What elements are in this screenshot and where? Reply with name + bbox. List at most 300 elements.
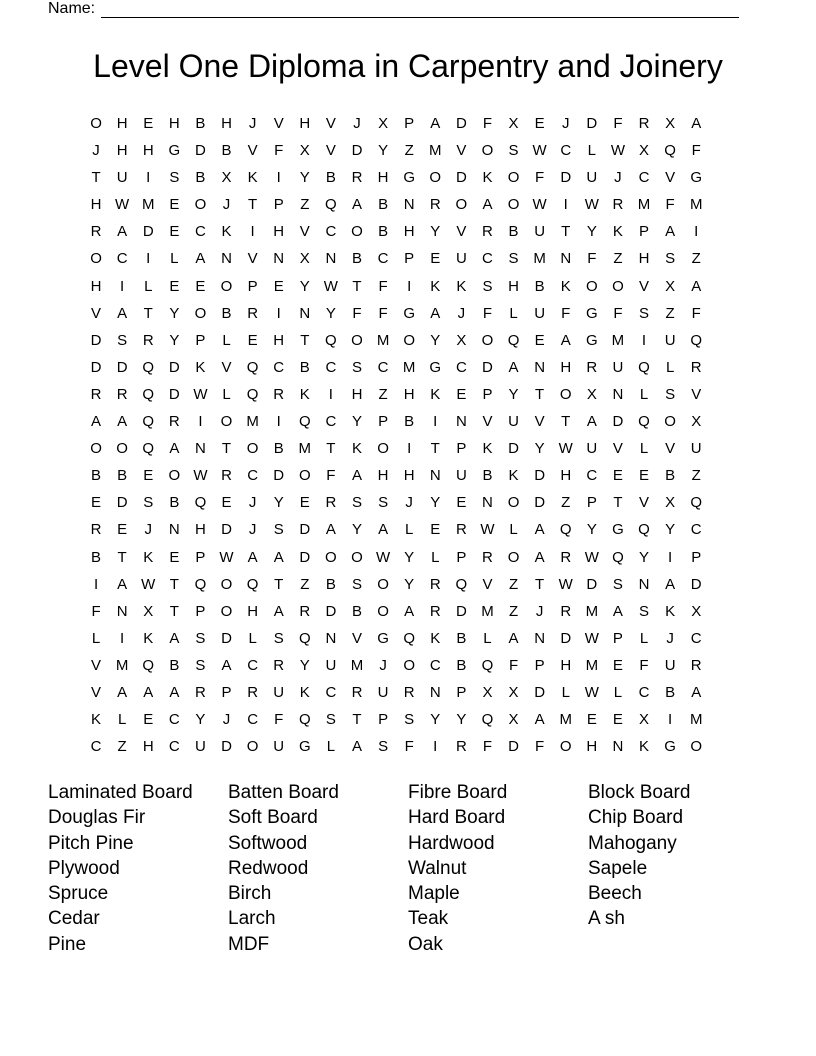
grid-letter: Y [404, 548, 415, 566]
grid-letter: Y [169, 331, 180, 349]
grid-row [83, 331, 709, 358]
grid-letter: M [559, 711, 572, 729]
grid-letter: H [508, 277, 519, 295]
grid-letter: C [638, 683, 650, 701]
grid-row [83, 439, 709, 466]
grid-letter: I [407, 440, 412, 458]
grid-letter: T [352, 711, 362, 729]
grid-letter: U [195, 738, 206, 756]
grid-letter: M [376, 331, 390, 349]
grid-letter: Q [194, 575, 207, 593]
word-list-item: Beech [588, 883, 642, 905]
grid-letter: N [612, 738, 624, 756]
grid-letter: X [221, 169, 232, 187]
grid-letter: R [247, 683, 259, 701]
grid-letter: F [587, 250, 597, 268]
grid-letter: W [558, 575, 573, 593]
grid-letter: V [612, 440, 623, 458]
grid-letter: M [533, 250, 546, 268]
grid-letter: V [482, 575, 493, 593]
grid-letter: E [247, 331, 258, 349]
grid-letter: R [403, 683, 415, 701]
grid-letter: O [90, 250, 102, 268]
grid-letter: N [273, 250, 285, 268]
grid-row [83, 114, 709, 141]
grid-letter: D [560, 629, 572, 647]
grid-letter: R [429, 575, 441, 593]
grid-letter: E [430, 521, 441, 539]
grid-letter: K [143, 629, 154, 647]
grid-letter: R [429, 602, 441, 620]
grid-letter: F [482, 115, 493, 132]
word-list-item: MDF [228, 933, 270, 955]
grid-letter: B [117, 467, 128, 485]
grid-letter: H [273, 331, 285, 349]
grid-letter: B [534, 277, 545, 295]
grid-letter: J [222, 711, 231, 729]
page-title: Level One Diploma in Carpentry and Joinery [93, 48, 723, 84]
grid-letter: D [690, 575, 702, 593]
grid-letter: U [455, 250, 467, 268]
grid-letter: B [221, 304, 232, 322]
grid-letter: V [221, 358, 232, 376]
grid-letter: Z [691, 250, 701, 268]
word-list-item: Mahogany [588, 832, 677, 854]
grid-letter: O [351, 548, 363, 566]
grid-letter: J [457, 304, 466, 322]
grid-letter: C [325, 413, 337, 431]
grid-letter: R [560, 548, 572, 566]
grid-letter: H [90, 277, 102, 295]
grid-letter: R [247, 304, 259, 322]
grid-letter: N [429, 467, 441, 485]
grid-letter: W [584, 629, 599, 647]
grid-letter: F [352, 304, 362, 322]
grid-letter: K [430, 277, 441, 295]
grid-letter: Z [300, 575, 310, 593]
grid-letter: O [664, 413, 676, 431]
grid-letter: A [169, 629, 180, 647]
grid-letter: V [91, 304, 102, 322]
grid-letter: W [375, 548, 391, 566]
grid-letter: H [273, 223, 285, 241]
grid-letter: B [378, 196, 389, 214]
grid-letter: D [351, 142, 363, 160]
grid-letter: R [221, 467, 232, 485]
grid-letter: I [120, 277, 125, 295]
grid-letter: F [639, 656, 649, 674]
grid-letter: X [639, 711, 650, 729]
grid-letter: Q [325, 331, 337, 349]
grid-letter: S [378, 494, 389, 512]
grid-letter: Q [142, 413, 155, 431]
grid-letter: R [455, 521, 467, 539]
grid-letter: R [690, 656, 702, 674]
grid-letter: Y [299, 656, 310, 674]
word-list-item: A sh [588, 908, 625, 930]
word-list-item: Cedar [48, 908, 100, 930]
grid-letter: C [116, 250, 128, 268]
grid-letter: D [299, 548, 311, 566]
grid-letter: Z [508, 602, 519, 620]
grid-letter: B [665, 467, 676, 485]
grid-letter: N [560, 250, 572, 268]
grid-letter: B [299, 358, 310, 376]
grid-letter: O [559, 385, 572, 403]
grid-letter: E [143, 115, 154, 132]
grid-letter: X [665, 494, 676, 512]
grid-letter: Q [194, 494, 207, 512]
grid-letter: Y [430, 711, 441, 729]
grid-letter: F [691, 142, 701, 160]
grid-letter: R [325, 494, 337, 512]
grid-letter: R [90, 521, 102, 539]
grid-letter: Q [507, 331, 520, 349]
word-list-item: Batten Board [228, 782, 339, 803]
grid-letter: Z [300, 196, 310, 214]
grid-letter: V [639, 494, 650, 512]
grid-letter: V [482, 413, 493, 431]
grid-letter: S [117, 331, 128, 349]
grid-letter: E [117, 521, 128, 539]
grid-letter: X [378, 115, 389, 132]
grid-letter: D [508, 738, 519, 756]
grid-letter: K [482, 169, 493, 187]
grid-letter: W [193, 467, 208, 485]
grid-letter: L [91, 629, 101, 647]
grid-letter: I [328, 385, 333, 403]
grid-letter: C [560, 142, 572, 160]
grid-letter: A [378, 521, 389, 539]
grid-letter: L [639, 629, 649, 647]
grid-letter: T [169, 575, 179, 593]
grid-letter: C [325, 223, 337, 241]
grid-letter: U [508, 413, 519, 431]
grid-letter: B [221, 142, 232, 160]
grid-letter: M [402, 358, 416, 376]
grid-letter: R [195, 683, 206, 701]
grid-letter: Y [273, 494, 284, 512]
grid-row [83, 629, 709, 656]
grid-letter: H [560, 358, 572, 376]
grid-letter: B [91, 467, 102, 485]
grid-letter: A [195, 250, 206, 268]
word-column [48, 780, 228, 957]
grid-letter: C [690, 521, 702, 539]
grid-letter: C [455, 358, 467, 376]
grid-letter: P [195, 602, 206, 620]
grid-letter: X [508, 683, 519, 701]
grid-letter: E [91, 494, 102, 512]
grid-letter: A [325, 521, 336, 539]
grid-letter: V [351, 629, 362, 647]
grid-letter: M [298, 440, 312, 458]
word-list-item: Pine [48, 933, 87, 955]
grid-letter: U [534, 223, 546, 241]
grid-letter: N [195, 440, 206, 458]
grid-letter: L [405, 521, 414, 539]
grid-letter: V [247, 142, 258, 160]
grid-letter: P [534, 656, 545, 674]
grid-letter: U [325, 656, 337, 674]
grid-letter: U [612, 358, 624, 376]
grid-letter: D [116, 358, 128, 376]
grid-letter: O [351, 223, 363, 241]
grid-letter: Y [456, 711, 467, 729]
grid-letter: A [430, 115, 441, 132]
grid-letter: J [144, 521, 152, 539]
grid-letter: J [561, 115, 570, 132]
grid-letter: P [404, 250, 415, 268]
grid-letter: I [276, 304, 281, 322]
grid-letter: D [586, 575, 598, 593]
grid-letter: Q [142, 358, 155, 376]
word-list-item: Maple [408, 883, 460, 905]
grid-letter: F [613, 304, 623, 322]
grid-letter: B [195, 169, 206, 187]
grid-letter: R [690, 358, 702, 376]
grid-letter: K [143, 548, 154, 566]
grid-letter: A [430, 304, 441, 322]
grid-letter: I [120, 629, 125, 647]
grid-letter: A [169, 440, 180, 458]
grid-letter: R [482, 223, 493, 241]
grid-letter: T [326, 440, 336, 458]
grid-letter: B [351, 250, 362, 268]
grid-letter: X [691, 413, 702, 431]
word-list-item: Spruce [48, 883, 109, 905]
grid-letter: W [532, 142, 547, 160]
grid-letter: W [584, 196, 599, 214]
grid-letter: I [563, 196, 568, 214]
grid-row [83, 385, 709, 412]
grid-letter: T [561, 413, 571, 431]
grid-letter: A [273, 548, 284, 566]
grid-letter: I [93, 575, 99, 593]
grid-letter: V [534, 413, 545, 431]
grid-row [83, 412, 709, 439]
grid-letter: X [482, 683, 493, 701]
grid-letter: M [585, 656, 599, 674]
grid-letter: V [665, 169, 676, 187]
grid-letter: Z [561, 494, 571, 512]
word-list-item: Oak [408, 933, 443, 955]
grid-letter: L [248, 629, 257, 647]
grid-letter: E [612, 467, 623, 485]
grid-letter: U [664, 331, 676, 349]
grid-letter: V [247, 250, 258, 268]
grid-letter: V [691, 385, 702, 403]
grid-letter: Z [117, 738, 127, 756]
grid-letter: Q [298, 711, 311, 729]
grid-letter: G [168, 142, 181, 160]
grid-letter: J [92, 142, 100, 160]
grid-letter: H [299, 115, 311, 132]
grid-letter: B [195, 115, 206, 132]
grid-letter: K [430, 385, 441, 403]
grid-letter: I [146, 250, 151, 268]
grid-letter: O [246, 440, 259, 458]
grid-letter: V [665, 440, 676, 458]
grid-letter: O [507, 169, 520, 187]
grid-letter: J [405, 494, 413, 512]
grid-letter: K [508, 467, 519, 485]
grid-letter: X [456, 331, 467, 349]
grid-letter: C [195, 223, 206, 241]
grid-letter: S [508, 142, 519, 160]
grid-letter: Q [246, 385, 259, 403]
grid-row [83, 168, 709, 195]
name-field [48, 0, 739, 18]
grid-letter: A [691, 277, 702, 295]
grid-letter: T [117, 548, 127, 566]
word-list-item: Laminated Board [48, 782, 193, 803]
grid-letter: X [299, 142, 310, 160]
grid-letter: A [91, 413, 102, 431]
grid-letter: R [90, 223, 102, 241]
grid-letter: T [221, 440, 232, 458]
grid-letter: O [403, 656, 415, 674]
grid-letter: Y [534, 440, 545, 458]
grid-letter: G [664, 738, 676, 756]
grid-letter: G [585, 331, 598, 349]
grid-letter: R [273, 656, 285, 674]
grid-letter: K [612, 223, 623, 241]
grid-letter: H [168, 115, 180, 132]
grid-letter: N [116, 602, 128, 620]
grid-letter: S [639, 602, 650, 620]
grid-letter: C [325, 358, 337, 376]
grid-letter: W [323, 277, 338, 295]
grid-letter: K [665, 602, 676, 620]
word-column [408, 780, 588, 957]
grid-letter: N [221, 250, 232, 268]
grid-letter: D [221, 629, 232, 647]
grid-letter: T [274, 575, 284, 593]
grid-letter: E [169, 196, 180, 214]
grid-letter: H [142, 142, 154, 160]
grid-letter: A [117, 304, 128, 322]
grid-letter: B [351, 602, 362, 620]
grid-letter: F [274, 711, 284, 729]
grid-letter: Y [586, 223, 597, 241]
grid-letter: Q [298, 413, 311, 431]
word-list-item: Redwood [228, 857, 309, 879]
grid-letter: G [429, 358, 442, 376]
grid-letter: A [117, 223, 128, 241]
grid-letter: A [351, 467, 362, 485]
grid-letter: L [613, 683, 623, 701]
grid-letter: K [195, 358, 206, 376]
grid-letter: Y [508, 385, 519, 403]
grid-letter: A [351, 196, 362, 214]
grid-letter: R [299, 602, 311, 620]
grid-letter: K [482, 440, 493, 458]
grid-letter: E [612, 656, 623, 674]
grid-row [83, 710, 709, 737]
grid-letter: V [91, 656, 102, 674]
grid-letter: X [508, 711, 519, 729]
grid-letter: O [168, 467, 181, 485]
grid-letter: M [585, 602, 599, 620]
grid-letter: O [612, 277, 624, 295]
grid-letter: G [403, 169, 415, 187]
word-search-grid [83, 114, 709, 764]
grid-letter: L [509, 521, 518, 539]
grid-letter: P [586, 494, 597, 512]
grid-letter: U [664, 656, 676, 674]
grid-letter: U [273, 738, 285, 756]
grid-letter: K [221, 223, 232, 241]
grid-letter: Q [246, 575, 259, 593]
grid-row [83, 602, 709, 629]
grid-letter: I [407, 277, 412, 295]
grid-letter: N [612, 385, 624, 403]
grid-letter: G [690, 169, 703, 187]
grid-letter: P [273, 196, 284, 214]
grid-letter: D [508, 440, 519, 458]
grid-letter: U [690, 440, 702, 458]
grid-row [83, 222, 709, 249]
grid-letter: H [403, 467, 415, 485]
grid-letter: A [560, 331, 571, 349]
grid-letter: N [638, 575, 650, 593]
grid-letter: R [560, 602, 572, 620]
grid-letter: O [90, 115, 102, 132]
grid-letter: Y [325, 304, 336, 322]
grid-letter: M [246, 413, 259, 431]
grid-letter: L [665, 358, 675, 376]
grid-letter: M [689, 711, 703, 729]
grid-letter: T [535, 385, 545, 403]
grid-letter: B [169, 656, 180, 674]
grid-letter: B [169, 494, 180, 512]
grid-letter: Q [325, 196, 337, 214]
grid-letter: O [507, 494, 520, 512]
grid-letter: C [247, 656, 259, 674]
grid-letter: N [403, 196, 415, 214]
grid-letter: S [665, 250, 676, 268]
grid-letter: P [482, 385, 493, 403]
grid-letter: P [456, 548, 467, 566]
grid-letter: A [665, 223, 676, 241]
grid-letter: H [351, 385, 363, 403]
grid-letter: W [610, 142, 625, 160]
grid-letter: W [584, 548, 599, 566]
grid-letter: I [250, 223, 255, 241]
grid-letter: R [429, 196, 441, 214]
grid-letter: T [248, 196, 258, 214]
grid-letter: Z [508, 575, 519, 593]
grid-letter: J [222, 196, 231, 214]
grid-letter: O [220, 277, 233, 295]
grid-letter: R [351, 683, 363, 701]
grid-letter: S [351, 358, 362, 376]
grid-letter: P [221, 683, 232, 701]
grid-letter: D [195, 142, 206, 160]
grid-letter: Q [481, 711, 494, 729]
grid-letter: D [560, 169, 572, 187]
grid-letter: U [377, 683, 389, 701]
grid-letter: Q [690, 494, 703, 512]
grid-letter: L [326, 738, 336, 756]
grid-letter: Q [481, 656, 494, 674]
word-list-item: Block Board [588, 782, 691, 803]
grid-letter: L [431, 548, 440, 566]
grid-row [83, 141, 709, 168]
grid-letter: I [433, 738, 438, 756]
grid-letter: J [379, 656, 387, 674]
